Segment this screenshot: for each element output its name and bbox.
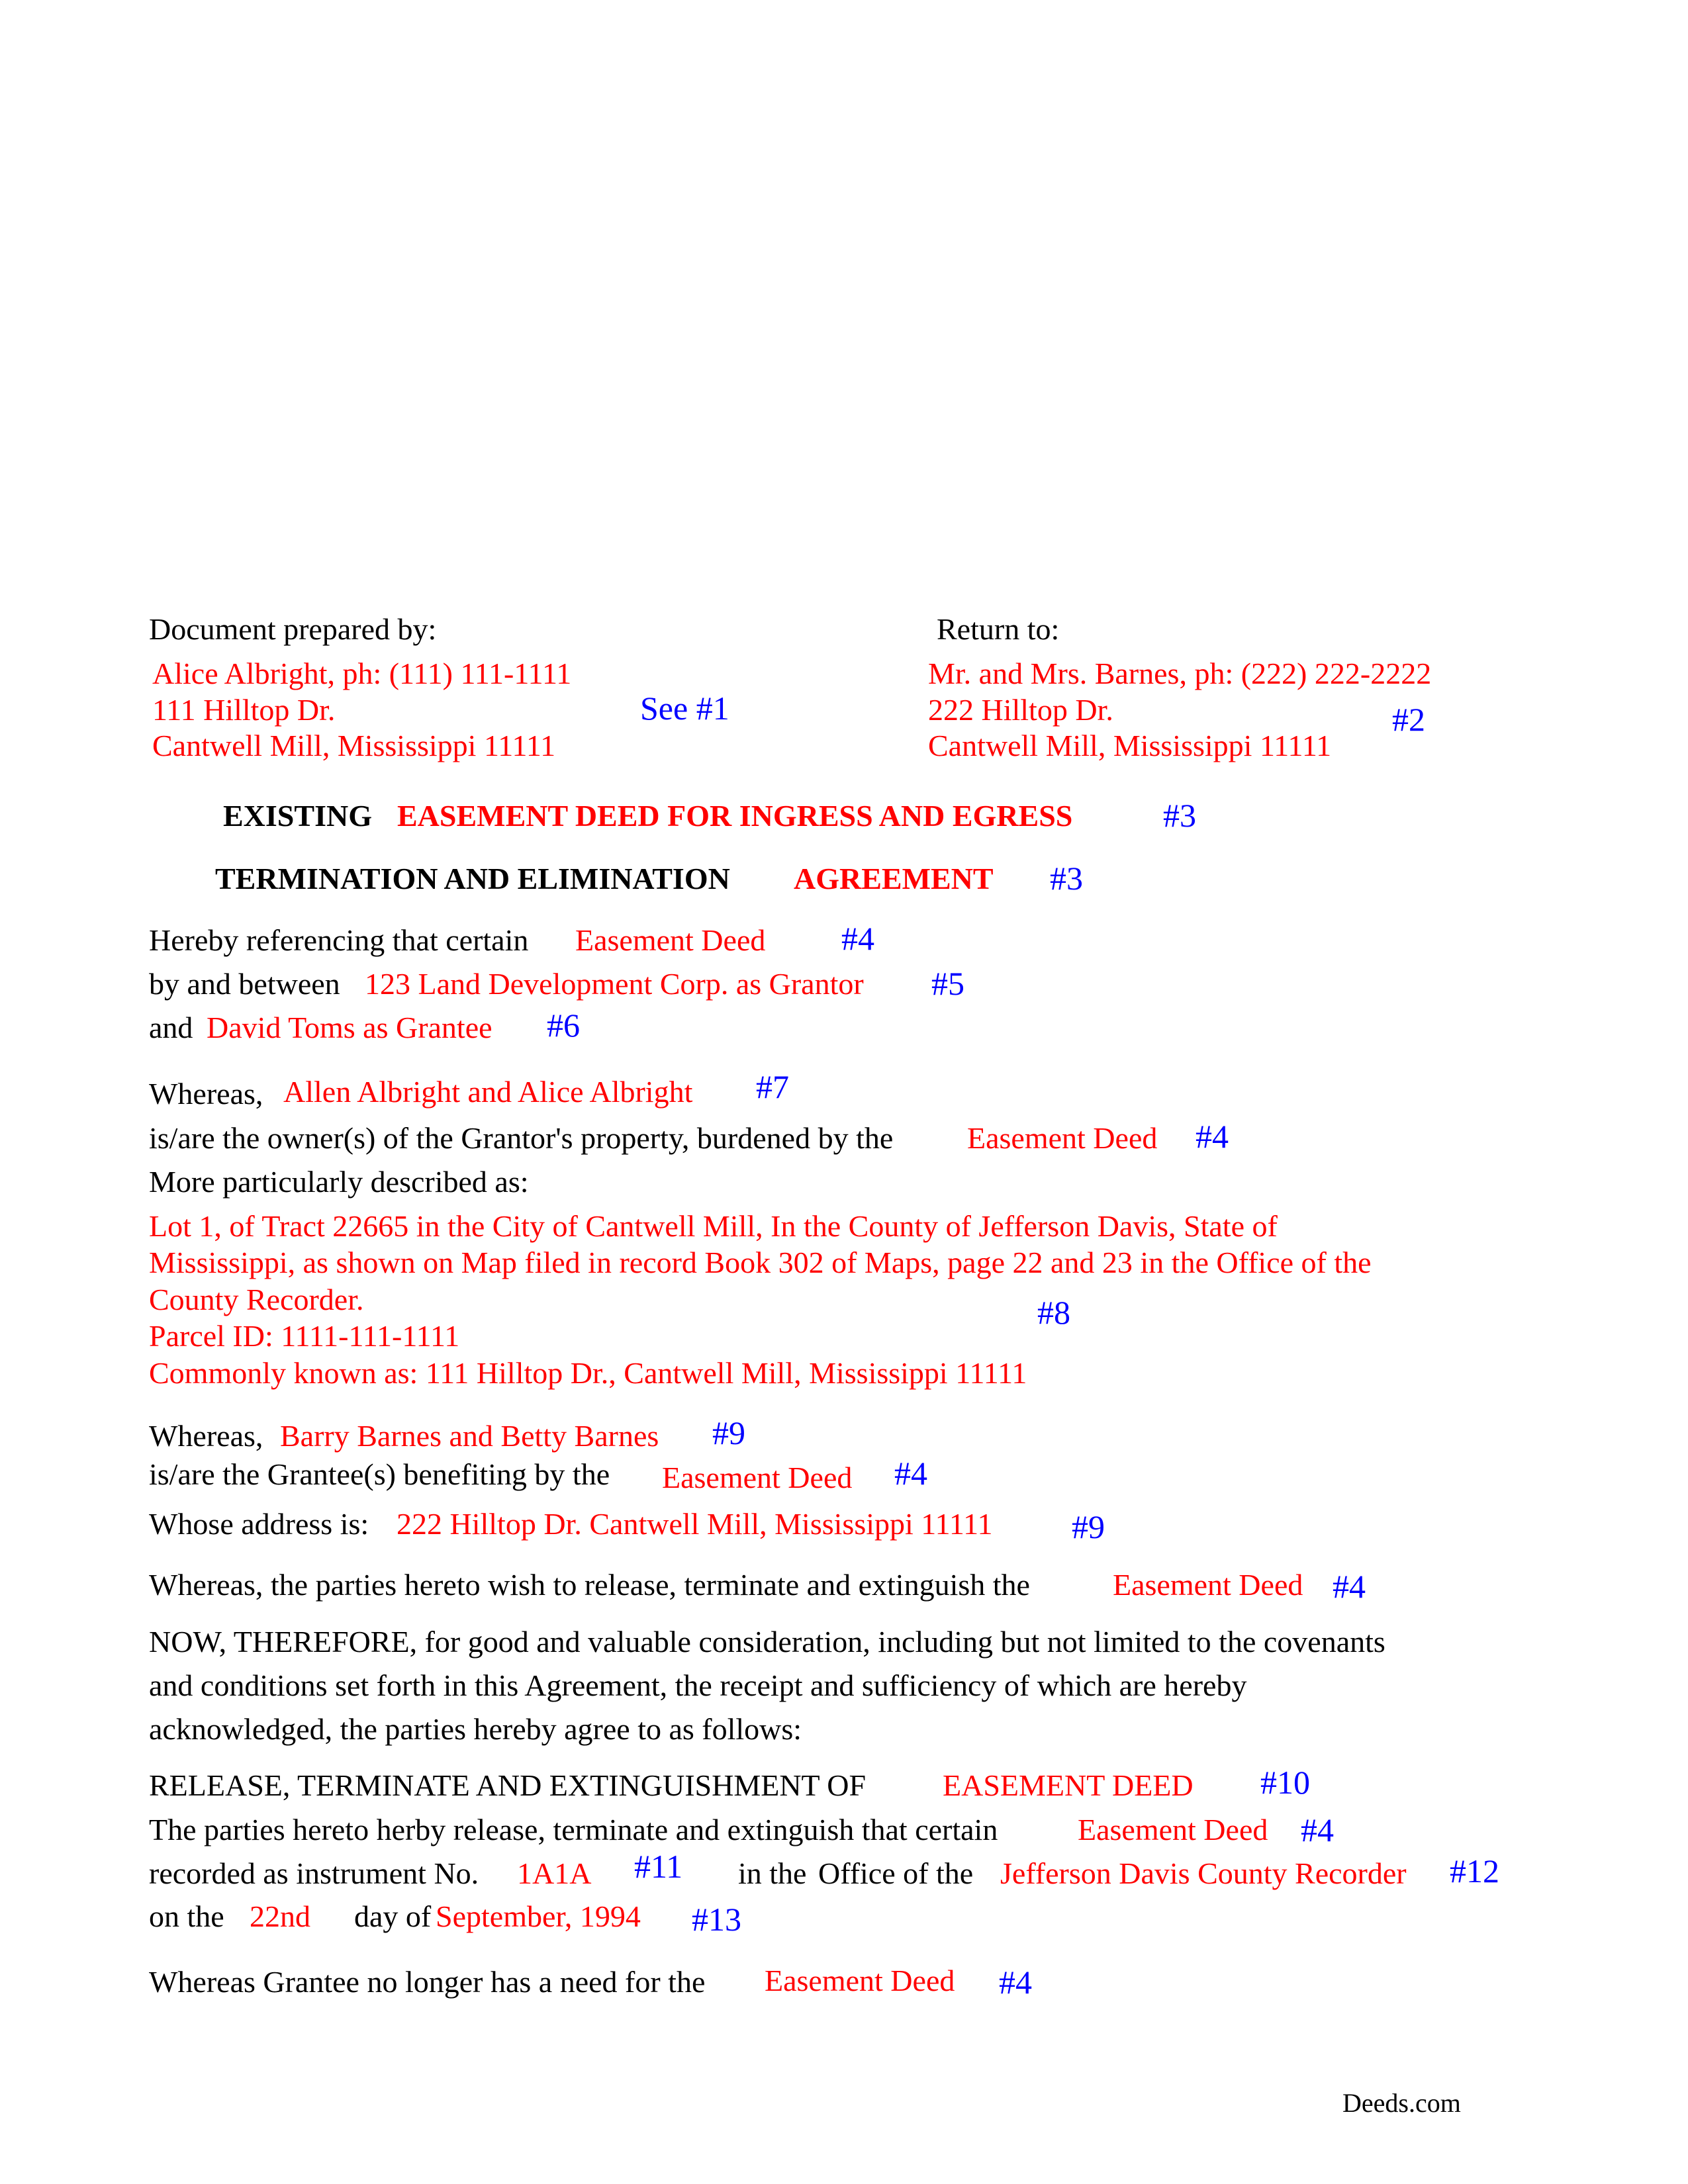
grantee-names-note: #9 bbox=[712, 1414, 745, 1451]
legal-line-1: Lot 1, of Tract 22665 in the City of Cantwell Mill, In the County of Jefferson Davis, State of bbox=[149, 1209, 1278, 1243]
grantor-owners: Allen Albright and Alice Albright bbox=[283, 1075, 693, 1109]
reference-line2-note: #5 bbox=[931, 965, 964, 1002]
preparer-note: See #1 bbox=[640, 690, 729, 727]
title-line1-prefix: EXISTING bbox=[223, 799, 372, 833]
title-line2-red: AGREEMENT bbox=[794, 862, 994, 895]
release-office-of-the: Office of the bbox=[818, 1856, 974, 1890]
return-city: Cantwell Mill, Mississippi 11111 bbox=[928, 729, 1332, 762]
release-date-note: #13 bbox=[692, 1901, 741, 1938]
grantee-names: Barry Barnes and Betty Barnes bbox=[280, 1419, 659, 1453]
release-instrument: 1A1A bbox=[517, 1856, 592, 1890]
preparer-street: 111 Hilltop Dr. bbox=[152, 693, 336, 727]
no-longer-deed: Easement Deed bbox=[765, 1964, 955, 1997]
grantee-whereas: Whereas, bbox=[149, 1419, 263, 1453]
release-line1-deed: Easement Deed bbox=[1078, 1813, 1268, 1846]
now-therefore-line-3: acknowledged, the parties hereby agree to as follows: bbox=[149, 1712, 802, 1746]
now-therefore-line-2: and conditions set forth in this Agreement, the receipt and sufficiency of which are hereby bbox=[149, 1668, 1247, 1702]
grantee-address-label: Whose address is: bbox=[149, 1507, 369, 1541]
return-to-label: Return to: bbox=[937, 612, 1060, 646]
reference-grantor: 123 Land Development Corp. as Grantor bbox=[365, 967, 864, 1001]
grantee-benefit-text: is/are the Grantee(s) benefiting by the bbox=[149, 1457, 610, 1491]
reference-deed: Easement Deed bbox=[575, 923, 766, 957]
grantee-benefit-deed: Easement Deed bbox=[662, 1461, 853, 1494]
reference-line3-text: and bbox=[149, 1011, 193, 1044]
reference-line1-text: Hereby referencing that certain bbox=[149, 923, 529, 957]
grantee-address-note: #9 bbox=[1072, 1508, 1105, 1545]
release-heading: RELEASE, TERMINATE AND EXTINGUISHMENT OF bbox=[149, 1768, 867, 1802]
release-instrument-note: #11 bbox=[634, 1848, 683, 1885]
grantor-owner-note: #4 bbox=[1196, 1118, 1229, 1155]
grantor-whereas: Whereas, bbox=[149, 1077, 263, 1111]
wish-deed: Easement Deed bbox=[1113, 1568, 1303, 1602]
footer-brand: Deeds.com bbox=[1342, 2088, 1461, 2118]
wish-note: #4 bbox=[1333, 1568, 1366, 1605]
release-heading-note: #10 bbox=[1260, 1764, 1310, 1801]
grantor-owner-text: is/are the owner(s) of the Grantor's property, burdened by the bbox=[149, 1121, 894, 1155]
wish-text: Whereas, the parties hereto wish to release, terminate and extinguish the bbox=[149, 1568, 1030, 1602]
described-label: More particularly described as: bbox=[149, 1165, 529, 1199]
preparer-city: Cantwell Mill, Mississippi 11111 bbox=[152, 729, 556, 762]
return-note: #2 bbox=[1392, 701, 1425, 738]
release-line1-text: The parties hereto herby release, terminate and extinguish that certain bbox=[149, 1813, 998, 1846]
release-recorder: Jefferson Davis County Recorder bbox=[1000, 1856, 1407, 1890]
grantee-benefit-note: #4 bbox=[894, 1455, 927, 1492]
prepared-by-label: Document prepared by: bbox=[149, 612, 437, 646]
release-in-the: in the bbox=[738, 1856, 807, 1890]
legal-line-5: Commonly known as: 111 Hilltop Dr., Cantwell Mill, Mississippi 11111 bbox=[149, 1356, 1027, 1390]
release-line3-on-the: on the bbox=[149, 1899, 224, 1933]
reference-line1-note: #4 bbox=[841, 920, 874, 957]
release-recorder-note: #12 bbox=[1450, 1852, 1499, 1889]
release-line1-note: #4 bbox=[1301, 1811, 1334, 1848]
grantor-owners-note: #7 bbox=[756, 1068, 789, 1105]
return-street: 222 Hilltop Dr. bbox=[928, 693, 1113, 727]
title-line1-note: #3 bbox=[1163, 797, 1196, 834]
release-day: 22nd bbox=[250, 1899, 310, 1933]
grantee-address: 222 Hilltop Dr. Cantwell Mill, Mississippi 11111 bbox=[397, 1507, 993, 1541]
title-line1-red: EASEMENT DEED FOR INGRESS AND EGRESS bbox=[397, 799, 1073, 833]
no-longer-text: Whereas Grantee no longer has a need for the bbox=[149, 1965, 706, 1999]
preparer-name: Alice Albright, ph: (111) 111-1111 bbox=[152, 657, 572, 690]
release-day-of: day of bbox=[354, 1899, 432, 1933]
release-heading-red: EASEMENT DEED bbox=[943, 1768, 1194, 1802]
reference-grantee: David Toms as Grantee bbox=[207, 1011, 492, 1044]
return-name: Mr. and Mrs. Barnes, ph: (222) 222-2222 bbox=[928, 657, 1432, 690]
title-line2-note: #3 bbox=[1050, 860, 1083, 897]
release-month-year: September, 1994 bbox=[436, 1899, 641, 1933]
now-therefore-line-1: NOW, THEREFORE, for good and valuable consideration, including but not limited to the covenants bbox=[149, 1625, 1385, 1659]
reference-line2-text: by and between bbox=[149, 967, 340, 1001]
title-line2-prefix: TERMINATION AND ELIMINATION bbox=[215, 862, 730, 895]
legal-line-4: Parcel ID: 1111-111-1111 bbox=[149, 1319, 460, 1353]
release-line2-text: recorded as instrument No. bbox=[149, 1856, 479, 1890]
legal-line-2: Mississippi, as shown on Map filed in record Book 302 of Maps, page 22 and 23 in the Office of the bbox=[149, 1246, 1372, 1279]
legal-note: #8 bbox=[1037, 1294, 1070, 1331]
grantor-owner-deed: Easement Deed bbox=[967, 1121, 1158, 1155]
no-longer-note: #4 bbox=[999, 1964, 1032, 2001]
reference-line3-note: #6 bbox=[547, 1007, 580, 1044]
legal-line-3: County Recorder. bbox=[149, 1283, 364, 1316]
